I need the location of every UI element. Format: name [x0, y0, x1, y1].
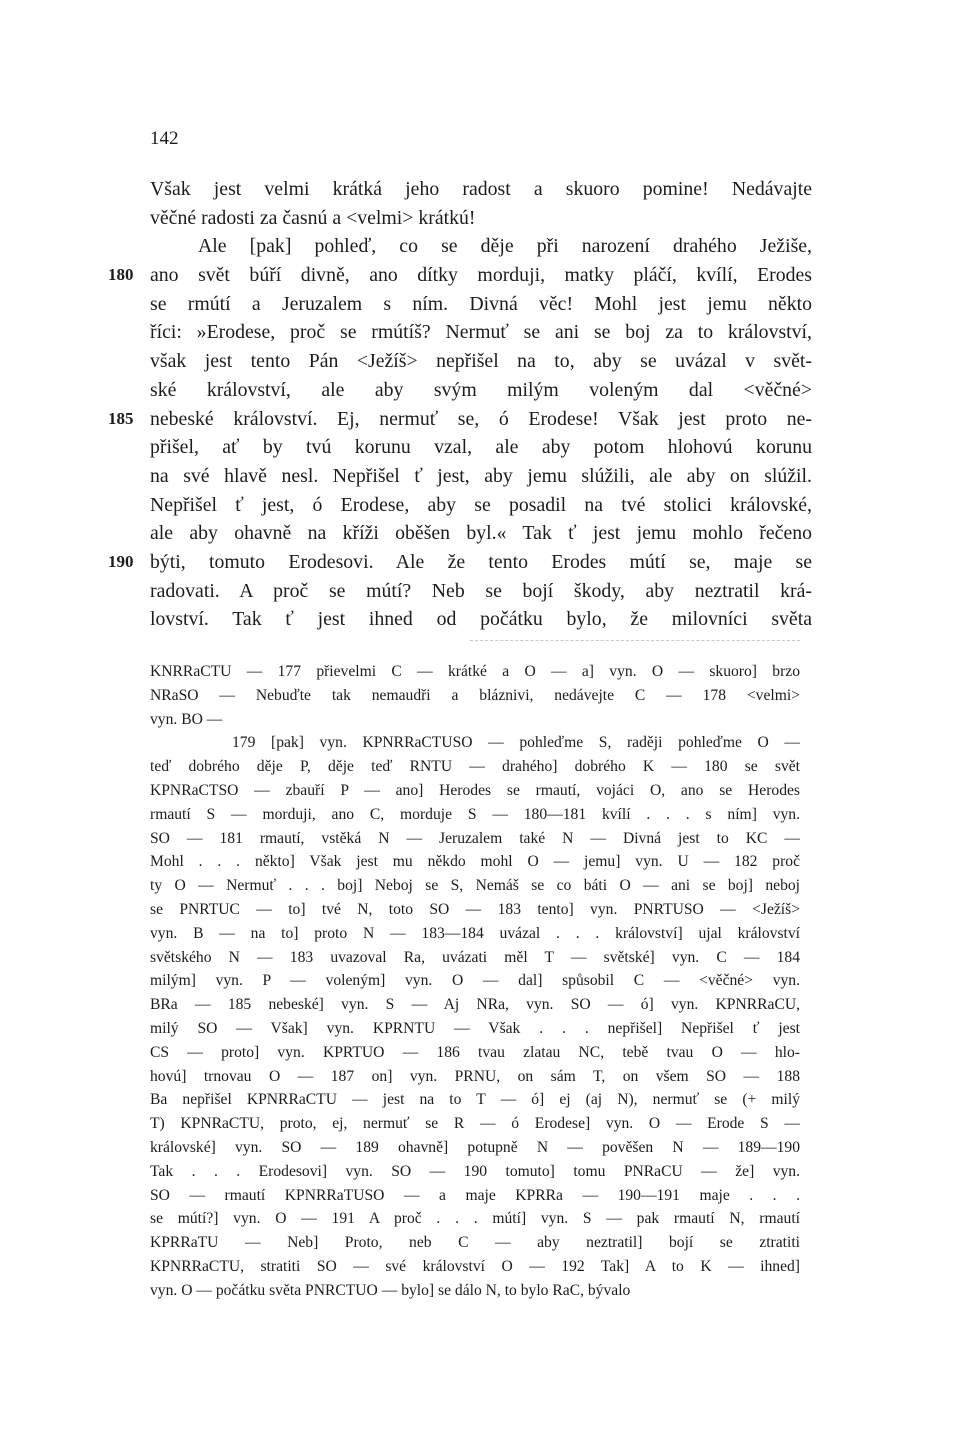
text-line [108, 491, 812, 520]
page-number: 142 [150, 128, 179, 149]
text-line [108, 605, 812, 634]
apparatus-line: Mohl . . . někto] Však jest mu někdo mohl O — jemu] vyn. U — 182 proč [150, 853, 800, 871]
apparatus-line: rmautí S — morduji, ano C, morduje S — 180—181 kvílí . . . s ním] vyn. [150, 805, 800, 823]
apparatus-line: SO — 181 rmautí, vstěká N — Jeruzalem také N — Divná jest to KC — [150, 829, 800, 847]
line-text: Nepřišel ť jest, ó Erodese, aby se posadil na tvé stolici královské, [150, 493, 812, 516]
text-line [108, 548, 812, 577]
critical-apparatus [150, 660, 800, 1303]
line-text: ale aby ohavně na kříži oběšen byl.« Tak ť jest jemu mohlo řečeno [150, 522, 812, 545]
line-text: se rmútí a Jeruzalem s ním. Divná věc! Mohl jest jemu někto [150, 292, 812, 315]
text-line [108, 519, 812, 548]
text-line [108, 261, 812, 290]
text-line [108, 204, 812, 233]
apparatus-line: světského N — 183 uvazoval Ra, uvázati měl T — světské] vyn. C — 184 [150, 948, 800, 966]
line-text: říci: »Erodese, proč se rmútíš? Nermuť se ani se boj za to království, [150, 321, 812, 344]
line-text: nebeské království. Ej, nermuť se, ó Erodese! Však jest proto ne- [150, 407, 812, 430]
text-line [108, 232, 812, 261]
text-line [108, 318, 812, 347]
apparatus-line: vyn. O — počátku světa PNRCTUO — bylo] se dálo N, to bylo RaC, bývalo [150, 1281, 631, 1299]
text-line [108, 462, 812, 491]
apparatus-line: KPRRaTU — Neb] Proto, neb C — aby neztratil] bojí se ztratiti [150, 1234, 800, 1252]
apparatus-line: teď dobrého děje P, děje teď RNTU — drahého] dobrého K — 180 se svět [150, 758, 800, 776]
apparatus-line: KNRRaCTU — 177 přievelmi C — krátké a O — a] vyn. O — skuoro] brzo [150, 663, 800, 680]
text-line [108, 405, 812, 434]
line-text: Ale [pak] pohleď, co se děje při narození drahého Ježiše, [198, 235, 812, 258]
apparatus-line: milý SO — Však] vyn. KPRNTU — Však . . . nepřišel] Nepřišel ť jest [150, 1019, 800, 1037]
apparatus-line: KPNRRaCTU, stratiti SO — své království O — 192 Tak] A to K — ihned] [150, 1257, 800, 1275]
apparatus-line: NRaSO — Nebuďte tak nemaudři a bláznivi, nedávejte C — 178 <velmi> [150, 686, 800, 704]
text-line [108, 347, 812, 376]
line-text: věčné radosti za časnú a <velmi> krátkú! [150, 206, 476, 229]
text-line [108, 175, 812, 204]
apparatus-line: milým] vyn. P — voleným] vyn. O — dal] spůsobil C — <věčné> vyn. [150, 972, 800, 990]
line-text: lovství. Tak ť jest ihned od počátku bylo, že milovníci světa [150, 608, 812, 631]
text-line [108, 376, 812, 405]
apparatus-line: Ba nepřišel KPNRRaCTU — jest na to T — ó] ej (aj N), nermuť se (+ milý [150, 1091, 800, 1109]
line-text: býti, tomuto Erodesovi. Ale že tento Erodes mútí se, maje se [150, 550, 812, 573]
text-line [108, 433, 812, 462]
text-line [108, 577, 812, 606]
apparatus-line: KPNRaCTSO — zbauří P — ano] Herodes se rmautí, vojáci O, ano se Herodes [150, 781, 800, 799]
separator-rule [470, 640, 800, 641]
text-line [108, 290, 812, 319]
apparatus-line: se mútí?] vyn. O — 191 A proč . . . mútí] vyn. S — pak rmautí N, rmautí [150, 1210, 800, 1228]
apparatus-line: ty O — Nermuť . . . boj] Neboj se S, Nemáš se co báti O — ani se boj] neboj [150, 877, 800, 895]
main-text [108, 175, 812, 634]
apparatus-line: SO — rmautí KPNRRaTUSO — a maje KPRRa — 190—191 maje . . . [150, 1186, 800, 1204]
line-text: ské království, ale aby svým milým voleným dal <věčné> [150, 378, 812, 401]
line-number: 180 [108, 265, 134, 285]
apparatus-line: T) KPNRaCTU, proto, ej, nermuť se R — ó Erodese] vyn. O — Erode S — [150, 1115, 800, 1133]
apparatus-line: královské] vyn. SO — 189 ohavně] potupně N — pověšen N — 189—190 [150, 1138, 800, 1156]
apparatus-line: CS — proto] vyn. KPRTUO — 186 tvau zlatau NC, tebě tvau O — hlo- [150, 1043, 800, 1061]
apparatus-line: se PNRTUC — to] tvé N, toto SO — 183 tento] vyn. PNRTUSO — <Ježíš> [150, 900, 800, 918]
apparatus-line: BRa — 185 nebeské] vyn. S — Aj NRa, vyn. SO — ó] vyn. KPNRRaCU, [150, 996, 800, 1014]
line-text: radovati. A proč se mútí? Neb se bojí škody, aby neztratil krá- [150, 579, 812, 602]
line-text: na své hlavě nesl. Nepřišel ť jest, aby jemu slúžili, ale aby on slúžil. [150, 464, 812, 487]
line-text: přišel, ať by tvú korunu vzal, ale aby potom hlohovú korunu [150, 436, 812, 459]
apparatus-line: 179 [pak] vyn. KPNRRaCTUSO — pohleďme S, raději pohleďme O — [232, 734, 800, 752]
line-number: 190 [108, 551, 134, 571]
apparatus-line: vyn. BO — [150, 710, 223, 728]
apparatus-line: vyn. B — na to] proto N — 183—184 uvázal . . . království] ujal království [150, 924, 800, 942]
line-number: 185 [108, 408, 134, 428]
line-text: ano svět búří divně, ano dítky morduji, matky pláčí, kvílí, Erodes [150, 264, 812, 287]
apparatus-line: Tak . . . Erodesovi] vyn. SO — 190 tomuto] tomu PNRaCU — že] vyn. [150, 1162, 800, 1180]
line-text: Však jest velmi krátká jeho radost a skuoro pomine! Nedávajte [150, 178, 812, 200]
line-text: však jest tento Pán <Ježíš> nepřišel na to, aby se uvázal v svět- [150, 350, 812, 373]
apparatus-line: hovú] trnovau O — 187 on] vyn. PRNU, on sám T, on všem SO — 188 [150, 1067, 800, 1085]
